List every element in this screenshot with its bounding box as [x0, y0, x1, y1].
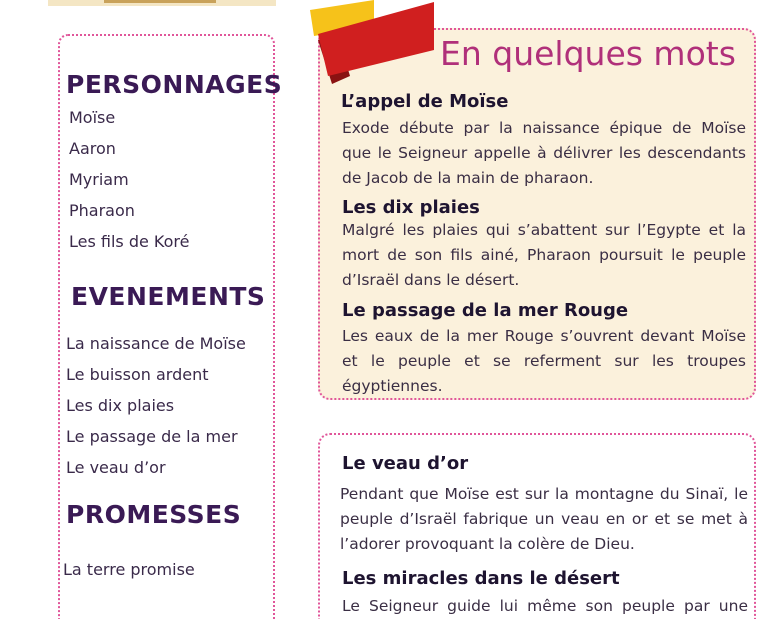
events-heading: EVENEMENTS — [71, 282, 266, 311]
top-banner — [48, 0, 276, 6]
sidebar-item-naissance[interactable]: La naissance de Moïse — [66, 334, 246, 353]
sidebar-item-buisson[interactable]: Le buisson ardent — [66, 365, 209, 384]
ribbon-banner-icon — [308, 0, 436, 84]
section-text-passage: Les eaux de la mer Rouge s’ouvrent devant Moïse et le peuple et se referment sur les troupes égyptiennes. — [342, 327, 746, 395]
section-text-appel: Exode débute par la naissance épique de Moïse que le Seigneur appelle à délivrer les descendants de Jacob de la main de pharaon. — [342, 119, 746, 187]
sidebar-item-passage-mer[interactable]: Le passage de la mer — [66, 427, 238, 446]
characters-heading: PERSONNAGES — [66, 70, 283, 99]
section-title-plaies: Les dix plaies — [342, 197, 480, 218]
top-banner-accent — [104, 0, 216, 3]
sidebar-item-fils-de-kore[interactable]: Les fils de Koré — [69, 232, 190, 251]
section-title-passage: Le passage de la mer Rouge — [342, 300, 629, 321]
section-text-veau: Pendant que Moïse est sur la montagne du Sinaï, le peuple d’Israël fabrique un veau en or et se met à l’adorer provoquant la colère de Dieu. — [340, 485, 748, 553]
summary-title: En quelques mots — [440, 34, 736, 73]
section-title-appel: L’appel de Moïse — [341, 91, 509, 112]
sidebar-item-terre-promise[interactable]: La terre promise — [63, 560, 195, 579]
section-text-miracles: Le Seigneur guide lui même son peuple par une — [342, 597, 748, 615]
sidebar-item-dix-plaies[interactable]: Les dix plaies — [66, 396, 175, 415]
sidebar-item-moise[interactable]: Moïse — [69, 108, 116, 127]
sidebar-item-veau-or[interactable]: Le veau d’or — [66, 458, 166, 477]
promises-heading: PROMESSES — [66, 500, 242, 529]
section-title-miracles: Les miracles dans le désert — [342, 568, 620, 589]
sidebar-item-myriam[interactable]: Myriam — [69, 170, 129, 189]
section-text-plaies: Malgré les plaies qui s’abattent sur l’Egypte et la mort de son fils ainé, Pharaon poursuit le peuple d’Israël dans le désert. — [342, 221, 746, 289]
section-title-veau: Le veau d’or — [342, 453, 469, 474]
sidebar-item-aaron[interactable]: Aaron — [69, 139, 116, 158]
sidebar-item-pharaon[interactable]: Pharaon — [69, 201, 135, 220]
